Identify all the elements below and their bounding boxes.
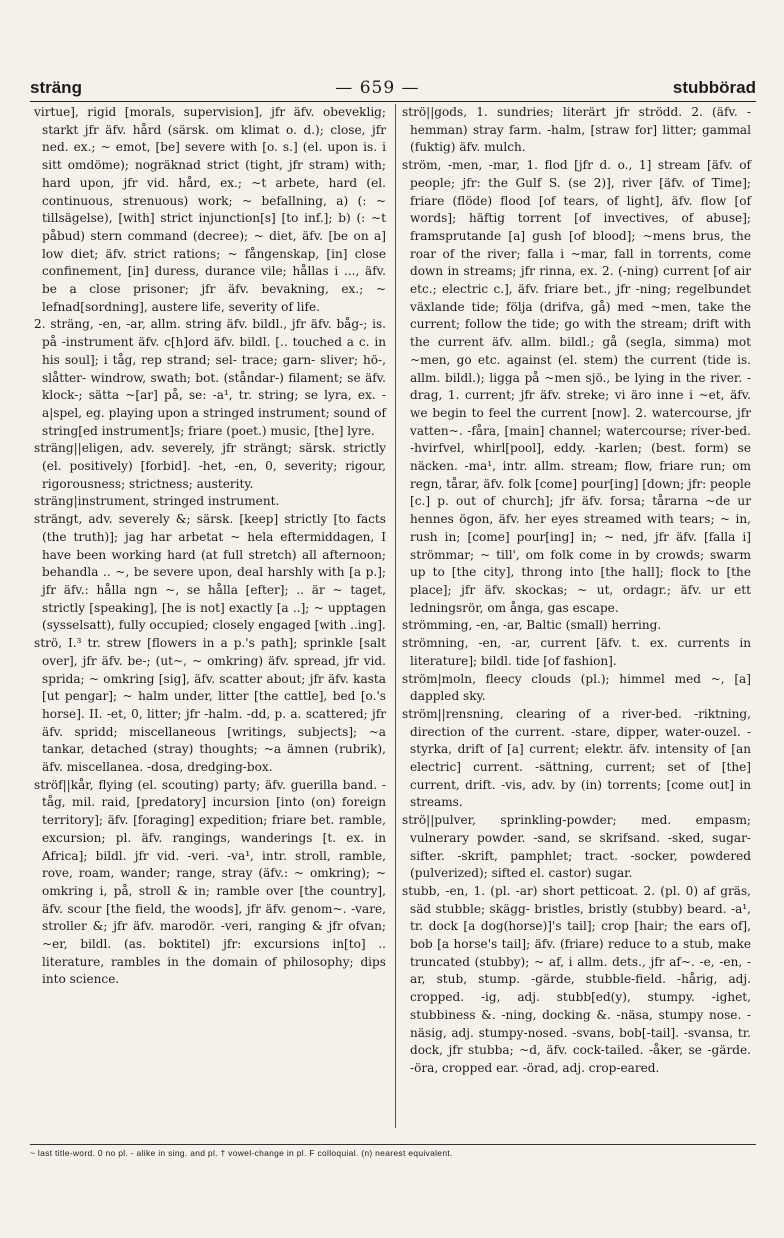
page-number: — 659 —	[335, 78, 420, 98]
entry: strö||pulver, sprinkling-powder; med. empasm; vulnerary powder. -sand, se skrifsand. -sked, sugar-sifter. -skrift, pamphlet; tract. -socker, powdered (pulverized); sifted el. castor) sugar.	[402, 813, 751, 881]
dictionary-columns	[30, 104, 760, 1128]
entry: stubb, -en, 1. (pl. -ar) short petticoat. 2. (pl. 0) af gräs, säd stubble; skägg- bristles, bristly (stubby) beard. -a¹, tr. dock [a dog(horse)]'s tail]; crop [hair; the ears of], bob [a horse's tail]; äfv. (friare) reduce to a stub, make truncated (stubby); ~ af, i allm. dets., jfr af~. -e, -en, -ar, stub, stump. -gärde, stubble-field. -hårig, adj. cropped. -ig, adj. stubb[ed(y), stumpy. -ighet, stubbiness &. -ning, docking &. -näsa, stumpy nose. -näsig, adj. stumpy-nosed. -svans, bob[-tail]. -svansa, tr. dock, jfr stubba; ~d, äfv. cock-tailed. -åker, se -gärde. -öra, cropped ear. -örad, adj. crop-eared.	[402, 883, 751, 1075]
entry: strö||gods, 1. sundries; literärt jfr strödd. 2. (äfv. -hemman) stray farm. -halm, [straw for] litter; gammal (fuktig) äfv. mulch.	[402, 105, 751, 155]
left-column	[30, 104, 390, 1128]
entry: ströf||kår, flying (el. scouting) party; äfv. guerilla band. -tåg, mil. raid, [predatory] incursion [into (on) foreign territory]; äfv. [foraging] expedition; friare bet. ramble, excursion; pl. äfv. rangings, wanderings [t. ex. in Africa]; bildl. jfr vid. -veri. -va¹, intr. stroll, ramble, rove, roam, wander; range, stray (äfv.: ~ omkring); ~ omkring i, på, stroll & in; ramble over [the country], äfv. scour [the field, the woods], jfr äfv. genom~. -vare, stroller &; jfr äfv. marodör. -veri, ranging & jfr ofvan; ~er, bildl. (as. boktitel) jfr: excursions in[to] .. literature, rambles in the domain of philosophy; dips into science.	[34, 777, 386, 987]
abbreviation-legend: ~ last title-word. 0 no pl. - alike in sing. and pl. † vowel-change in pl. F colloquial. (n) nearest equivalent.	[30, 1148, 453, 1158]
page-header	[30, 76, 756, 100]
header-rule	[30, 101, 756, 102]
entry: sträng||eligen, adv. severely, jfr strängt; särsk. strictly (el. positively) [forbid]. -het, -en, 0, severity; rigour, rigorousness; strictness; austerity.	[34, 441, 386, 491]
entry: strö, I.³ tr. strew [flowers in a p.'s path]; sprinkle [salt over], jfr äfv. be-; (ut~, ~ omkring) äfv. spread, jfr vid. sprida; ~ omkring [sig], äfv. scatter about; jfr äfv. kasta [ut pengar]; ~ halm under, litter [the cattle], bed [o.'s horse]. II. -et, 0, litter; jfr -halm. -dd, p. a. scattered; jfr äfv. spridd; miscellaneous [writings, subjects]; ~a tankar, detached (stray) thoughts; ~a ämnen (rubrik), äfv. miscellanea. -dosa, dredging-box.	[34, 636, 386, 775]
footer-rule	[30, 1144, 756, 1145]
entry: sträng|instrument, stringed instrument.	[34, 494, 280, 509]
right-running-head: stubbörad	[672, 78, 756, 97]
entry: ström, -men, -mar, 1. flod [jfr d. o., 1] stream [äfv. of people; jfr: the Gulf S. (se 2)], river [äfv. of Time]; friare (flöde) flood [of tears, of light], äfv. flow [of words]; häftig torrent [of invectives, of abuse]; framsprutande [a] gush [of blood]; ~mens brus, the roar of the river; falla i ~mar, fall in torrents, come down in streams; jfr rinna, ex. 2. (-ning) current [of air etc.; electric c.], äfv. friare bet., jfr -ning; regelbundet växlande tide; följa (drifva, gå) med ~men, take the current; follow the tide; go with the stream; drift with the current äfv. allm. bildl.; gå (segla, simma) mot ~men, go etc. against (el. stem) the current (tide is. allm. bildl.); ligga på ~men sjö., be lying in the river. -drag, 1. current; jfr äfv. streke; vi äro inne i ~et, äfv. we begin to feel the current [now]. 2. watercourse, jfr vatten~. -fåra, [main] channel; watercourse; river-bed. -hvirfvel, whirl[pool], eddy. -karlen; (best. form) se näcken. -ma¹, intr. allm. stream; flow, friare run; om regn, tårar, äfv. folk [come] pour[ing] [down; jfr: people [c.] p. out of church]; jfr äfv. forsa; tårarna ~de ur hennes ögon, äfv. her eyes streamed with tears; ~ in, rush in; [come] pour[ing] in; ~ ned, jfr äfv. [falla i] strömmar; ~ till', om folk come in by crowds; swarm up to [the city], throng into [the hall]; flock to [the place]; jfr äfv. skockas; ~ ut, ordagr.; äfv. ur ett ledningsrör, om ånga, gas escape.	[402, 158, 751, 615]
entry: ström|moln, fleecy clouds (pl.); himmel med ~, [a] dappled sky.	[402, 671, 751, 704]
entry: strömming, -en, -ar, Baltic (small) herring.	[402, 618, 662, 633]
left-running-head: sträng	[30, 78, 82, 97]
entry: ström||rensning, clearing of a river-bed. -riktning, direction of the current. -stare, dipper, water-ouzel. -styrka, drift of [a] current; elektr. äfv. intensity of [an electric] current. -sättning, current; set of [the] current, drift. -vis, adv. by (in) torrents; [come out] in streams.	[402, 706, 751, 810]
entry: virtue], rigid [morals, supervision], jfr äfv. obeveklig; starkt jfr äfv. hård (särsk. om klimat o. d.); close, jfr ned. ex.; ~ emot, [be] severe with [o. s.] (el. upon is. i sitt omdöme); nogräknad strict (tight, jfr stram) with; hard upon, jfr vid. hård, ex.; ~t arbete, hard (el. continuous, strenuous) work; ~ befallning, a) (: ~ tillsägelse), [with] strict injunction[s] [to inf.]; b) (: ~t påbud) stern command (decree); ~ diet, äfv. [be on a] low diet; äfv. strict rations; ~ fångenskap, [in] close confinement, [in] duress, durance vile; hållas i ..., äfv. be a close prisoner; jfr äfv. bevakning, ex.; ~ lefnad[sordning], austere life, severity of life.	[34, 105, 386, 314]
entry: strängt, adv. severely &; särsk. [keep] strictly [to facts (the truth)]; jag har arbetat ~ hela eftermiddagen, I have been working hard (at full stretch) all afternoon; behandla .. ~, be severe upon, deal harshly with [a p.]; jfr äfv.: hålla ngn ~, se hålla [efter]; .. är ~ taget, strictly [speaking], [he is not] exactly [a ..]; ~ upptagen (sysselsatt), fully occupied; closely engaged [with ..ing].	[34, 512, 386, 633]
entry: strömning, -en, -ar, current [äfv. t. ex. currents in literature]; bildl. tide [of fashion].	[402, 636, 751, 668]
right-column	[395, 104, 755, 1128]
entry: 2. sträng, -en, -ar, allm. string äfv. bildl., jfr äfv. båg-; is. på -instrument äfv. c[h]ord äfv. bildl. [.. touched a c. in his soul]; i tåg, rep strand; sel- trace; garn- sliver; hö-, slåtter- windrow, swath; bot. (ståndar-) filament; se äfv. klock-; sätta ~[ar] på, se: -a¹, tr. string; se lyra, ex. -a|spel, eg. playing upon a stringed instrument; sound of string[ed instrument]s; friare (poet.) music, [the] lyre.	[34, 317, 386, 438]
